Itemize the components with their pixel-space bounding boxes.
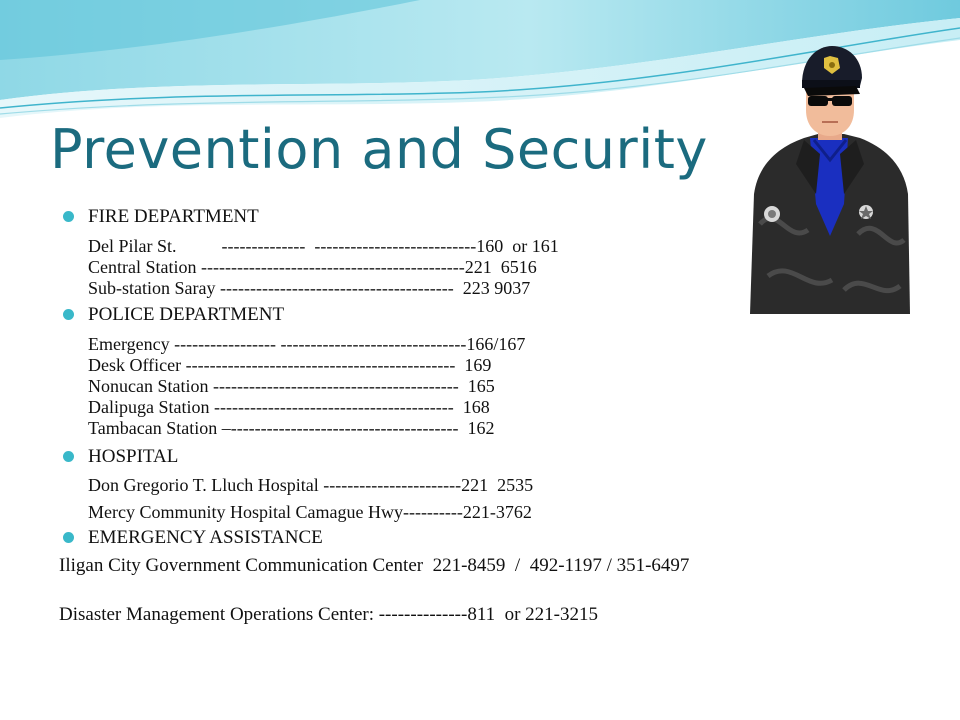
slide-title: Prevention and Security (50, 118, 708, 181)
police-line-tambacan: Tambacan Station –-------------------------------------- 162 (88, 418, 495, 438)
fire-line-sub-station: Sub-station Saray --------------------------------------- 223 9037 (88, 278, 531, 298)
section-heading-fire: FIRE DEPARTMENT (88, 206, 259, 227)
emergency-line-communication-center: Iligan City Government Communication Center 221-8459 / 492-1197 / 351-6497 (59, 555, 690, 576)
police-line-desk-officer: Desk Officer --------------------------------------------- 169 (88, 355, 492, 375)
section-heading-police: POLICE DEPARTMENT (88, 304, 285, 325)
hospital-line-lluch: Don Gregorio T. Lluch Hospital -----------------------221 2535 (88, 475, 534, 495)
fire-line-central-station: Central Station --------------------------------------------221 6516 (88, 257, 537, 277)
hospital-line-mercy: Mercy Community Hospital Camague Hwy----------221-3762 (88, 502, 532, 522)
section-heading-emergency: EMERGENCY ASSISTANCE (88, 527, 323, 548)
fire-line-del-pilar: Del Pilar St. -------------- ---------------------------160 or 161 (88, 236, 559, 256)
police-line-dalipuga: Dalipuga Station ---------------------------------------- 168 (88, 397, 490, 417)
police-line-emergency: Emergency ----------------- -------------------------------166/167 (88, 334, 526, 354)
police-line-nonucan: Nonucan Station ----------------------------------------- 165 (88, 376, 495, 396)
section-heading-hospital: HOSPITAL (88, 446, 179, 467)
emergency-line-disaster-management: Disaster Management Operations Center: --------------811 or 221-3215 (59, 604, 599, 625)
